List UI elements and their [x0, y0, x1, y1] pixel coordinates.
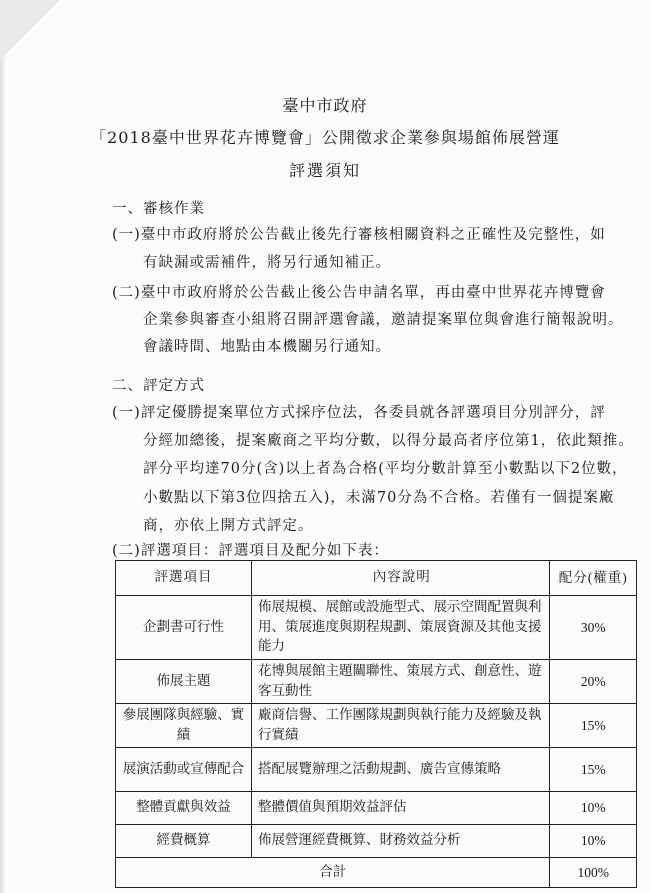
table-row: [116, 748, 637, 792]
total-label: 合計: [116, 858, 550, 888]
table-header-row: [116, 561, 637, 596]
evaluation-table: [115, 560, 637, 888]
row-description: 整體價值與預期效益評估: [252, 792, 550, 825]
section1-line: 有缺漏或需補件，將另行通知補正。: [143, 255, 391, 271]
section2-heading: 二、評定方式: [112, 378, 205, 394]
row-score: 30%: [550, 596, 637, 660]
section1-line: 會議時間、地點由本機關另行通知。: [143, 339, 391, 355]
row-item: 企劃書可行性: [116, 596, 252, 660]
table-row: [116, 596, 637, 660]
row-description: 佈展營運經費概算、財務效益分析: [252, 825, 550, 858]
org-title: 臺中市政府: [282, 96, 368, 115]
row-description: 廠商信譽、工作團隊規劃與執行能力及經驗及執行實績: [252, 704, 550, 748]
section1-line: (二)臺中市政府將於公告截止後公告申請名單，再由臺中世界花卉博覽會: [112, 285, 606, 301]
table-row: [116, 704, 637, 748]
row-description: 佈展規模、展館或設施型式、展示空間配置與利用、策展進度與期程規劃、策展資源及其他支援能力: [252, 596, 550, 660]
row-item: 佈展主題: [116, 660, 252, 704]
subject-title: 「2018臺中世界花卉博覽會」公開徵求企業參與場館佈展營運: [90, 128, 560, 147]
section1-line: 企業參與審查小組將召開評選會議，邀請提案單位與會進行簡報說明。: [143, 312, 624, 328]
table-intro: (二)評選項目：評選項目及配分如下表：: [112, 543, 389, 559]
row-score: 20%: [550, 660, 637, 704]
section2-line: 分經加總後，提案廠商之平均分數，以得分最高者序位第1，依此類推。: [143, 433, 634, 449]
section2-line: 小數點以下第3位四捨五入)，未滿70分為不合格。若僅有一個提案廠: [143, 490, 615, 506]
row-score: 10%: [550, 792, 637, 825]
table-row: [116, 792, 637, 825]
section1-line: (一)臺中市政府將於公告截止後先行審核相關資料之正確性及完整性，如: [112, 227, 606, 243]
row-item: 參展團隊與經驗、實績: [116, 704, 252, 748]
row-item: 經費概算: [116, 825, 252, 858]
row-score: 15%: [550, 704, 637, 748]
row-score: 10%: [550, 825, 637, 858]
header-description: 內容說明: [252, 561, 550, 596]
header-score: 配分(權重): [550, 561, 637, 596]
section2-line: 商，亦依上開方式評定。: [143, 518, 314, 534]
row-description: 花博與展館主題關聯性、策展方式、創意性、遊客互動性: [252, 660, 550, 704]
table-row: [116, 660, 637, 704]
row-description: 搭配展覽辦理之活動規劃、廣告宣傳策略: [252, 748, 550, 792]
section1-heading: 一、審核作業: [112, 201, 205, 217]
table-total-row: [116, 858, 637, 888]
section2-line: 評分平均達70分(含)以上者為合格(平均分數計算至小數點以下2位數，: [143, 461, 628, 477]
section2-line: (一)評定優勝提案單位方式採序位法，各委員就各評選項目分別評分，評: [112, 405, 606, 421]
table-row: [116, 825, 637, 858]
row-score: 15%: [550, 748, 637, 792]
total-score: 100%: [550, 858, 637, 888]
folded-corner: [0, 0, 60, 60]
doc-type-title: 評選須知: [288, 161, 361, 180]
header-item: 評選項目: [116, 561, 252, 596]
row-item: 展演活動或宣傳配合: [116, 748, 252, 792]
row-item: 整體貢獻與效益: [116, 792, 252, 825]
